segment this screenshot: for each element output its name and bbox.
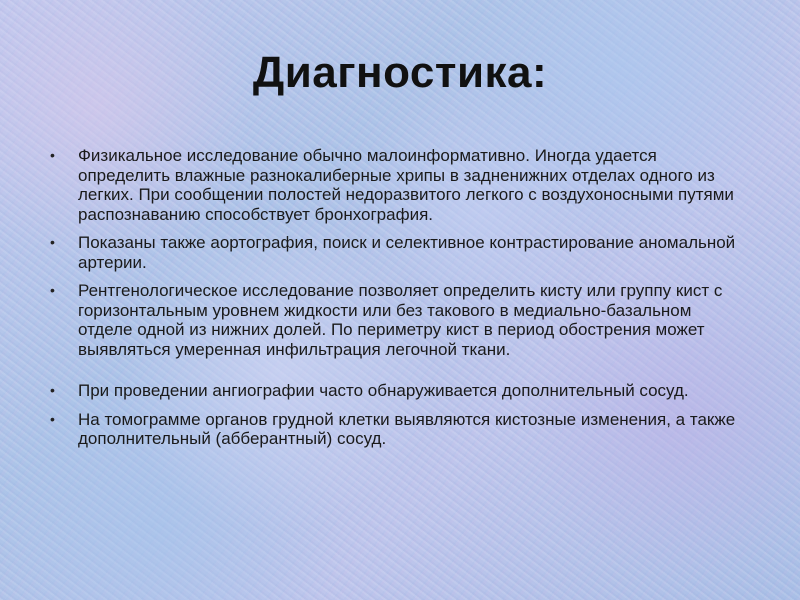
bullet-icon: •: [50, 147, 55, 163]
slide-title: Диагностика:: [252, 48, 548, 97]
bullet-icon: •: [50, 282, 55, 298]
bullet-icon: •: [50, 382, 55, 398]
bullet-text: Показаны также аортография, поиск и селективное контрастирование аномальной артерии.: [78, 233, 736, 272]
bullet-item-1: [48, 146, 748, 224]
bullet-text: При проведении ангиографии часто обнаруживается дополнительный сосуд.: [78, 381, 689, 400]
bullet-item-3: [48, 281, 748, 359]
bullet-item-4: [48, 381, 748, 401]
bullet-item-2: [48, 233, 748, 272]
bullet-text: На томограмме органов грудной клетки выявляются кистозные изменения, а также дополнительный (абберантный) сосуд.: [78, 409, 736, 448]
bullet-text: Рентгенологическое исследование позволяет определить кисту или группу кист с горизонтальным уровнем жидкости или без такового в медиально-базальном отделе одной из нижних долей. По периметру кист в период обострения может выявляться умеренная инфильтрация легочной ткани.: [78, 281, 723, 359]
bullet-list: [48, 146, 748, 458]
bullet-item-5: [48, 410, 748, 449]
bullet-icon: •: [50, 234, 55, 250]
bullet-icon: •: [50, 410, 55, 427]
bullet-text: Физикальное исследование обычно малоинформативно. Иногда удается определить влажные разнокалиберные хрипы в задненижних отделах одного из легких. При сообщении полостей недоразвитого легкого с воздухоносными путями распознаванию способствует бронхография.: [78, 146, 734, 224]
